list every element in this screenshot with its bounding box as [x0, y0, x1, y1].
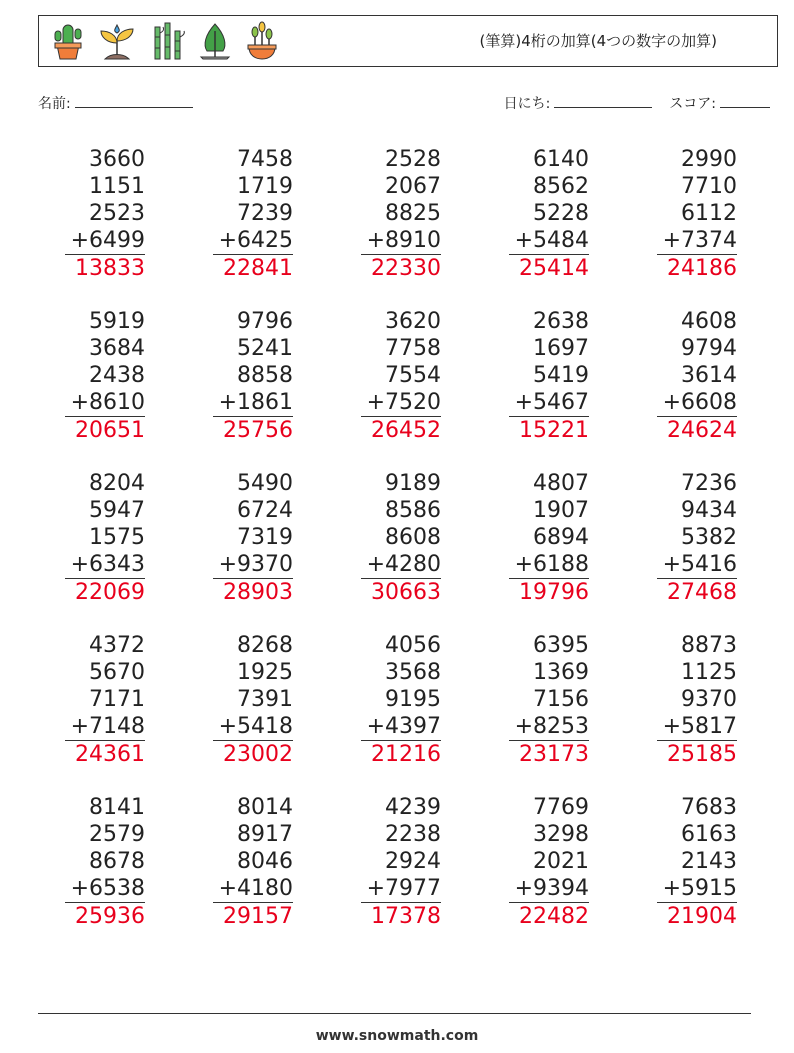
answer: 19796 [519, 580, 589, 605]
addend: 3684 [89, 336, 145, 361]
addend: 2067 [385, 174, 441, 199]
answer: 22482 [519, 904, 589, 929]
addend: 4372 [89, 633, 145, 658]
header-box [38, 15, 778, 67]
addend: 7710 [681, 174, 737, 199]
addend: 2523 [89, 201, 145, 226]
addition-problem [213, 794, 293, 930]
addition-problem [361, 146, 441, 282]
addend: 4239 [385, 795, 441, 820]
addend: 2924 [385, 849, 441, 874]
addend: 3298 [533, 822, 589, 847]
addend: 5382 [681, 525, 737, 550]
addition-problem [509, 632, 589, 768]
addition-problem [509, 470, 589, 606]
addition-problem [65, 308, 145, 444]
addend: 7171 [89, 687, 145, 712]
addend-with-plus: +6608 [657, 389, 737, 417]
addend-with-plus: +5467 [509, 389, 589, 417]
addition-problem [509, 146, 589, 282]
addend: 1369 [533, 660, 589, 685]
addend-with-plus: +6499 [65, 227, 145, 255]
addend: 7156 [533, 687, 589, 712]
addend: 4056 [385, 633, 441, 658]
addend: 8204 [89, 471, 145, 496]
addend: 7239 [237, 201, 293, 226]
addend: 8825 [385, 201, 441, 226]
addend: 5228 [533, 201, 589, 226]
answer: 24186 [667, 256, 737, 281]
addend: 8562 [533, 174, 589, 199]
addend-with-plus: +4180 [213, 875, 293, 903]
addition-problem [65, 470, 145, 606]
addend: 7319 [237, 525, 293, 550]
addend-with-plus: +8910 [361, 227, 441, 255]
addend: 3620 [385, 309, 441, 334]
addend: 2638 [533, 309, 589, 334]
addend-with-plus: +9394 [509, 875, 589, 903]
addend: 7758 [385, 336, 441, 361]
date-label: 日にち: [503, 96, 551, 112]
potted-plant-icon [243, 21, 281, 61]
addend: 4608 [681, 309, 737, 334]
addend: 1925 [237, 660, 293, 685]
answer: 23173 [519, 742, 589, 767]
answer: 24624 [667, 418, 737, 443]
name-label: 名前: [38, 96, 71, 112]
addend: 6140 [533, 147, 589, 172]
footer-divider [38, 1013, 751, 1014]
addend: 8678 [89, 849, 145, 874]
answer: 24361 [75, 742, 145, 767]
addition-problem [213, 632, 293, 768]
addend: 2238 [385, 822, 441, 847]
footer-site: www.snowmath.com [315, 1028, 479, 1044]
addend-with-plus: +6343 [65, 551, 145, 579]
header-icons [49, 21, 281, 61]
addend: 8046 [237, 849, 293, 874]
addend: 8014 [237, 795, 293, 820]
page-title: (筆算)4桁の加算(4つの数字の加算) [479, 32, 717, 50]
answer: 25185 [667, 742, 737, 767]
addend: 1697 [533, 336, 589, 361]
addend: 9794 [681, 336, 737, 361]
addition-problem [361, 308, 441, 444]
addend: 6724 [237, 498, 293, 523]
addend: 9796 [237, 309, 293, 334]
addition-problem [65, 632, 145, 768]
addend: 3614 [681, 363, 737, 388]
addend: 5919 [89, 309, 145, 334]
addend: 7683 [681, 795, 737, 820]
addend: 5241 [237, 336, 293, 361]
answer: 22841 [223, 256, 293, 281]
addend: 8141 [89, 795, 145, 820]
addend-with-plus: +7977 [361, 875, 441, 903]
addend: 1151 [89, 174, 145, 199]
addend: 8917 [237, 822, 293, 847]
answer: 15221 [519, 418, 589, 443]
addend: 8873 [681, 633, 737, 658]
addend: 9195 [385, 687, 441, 712]
addend-with-plus: +5418 [213, 713, 293, 741]
addend-with-plus: +5915 [657, 875, 737, 903]
addend: 5670 [89, 660, 145, 685]
answer: 22330 [371, 256, 441, 281]
addend: 7554 [385, 363, 441, 388]
addend-with-plus: +5416 [657, 551, 737, 579]
cactus-icon [49, 21, 87, 61]
addend: 2143 [681, 849, 737, 874]
addend: 2990 [681, 147, 737, 172]
addend: 7458 [237, 147, 293, 172]
answer: 29157 [223, 904, 293, 929]
addend: 7391 [237, 687, 293, 712]
date-score-fields [504, 93, 770, 113]
answer: 13833 [75, 256, 145, 281]
addend-with-plus: +7520 [361, 389, 441, 417]
name-blank[interactable] [75, 94, 193, 108]
addition-problem [361, 470, 441, 606]
addition-problem [213, 308, 293, 444]
addition-problem [509, 308, 589, 444]
answer: 25756 [223, 418, 293, 443]
answer: 20651 [75, 418, 145, 443]
addend: 6112 [681, 201, 737, 226]
addend: 5419 [533, 363, 589, 388]
addition-problem [213, 470, 293, 606]
addend: 5947 [89, 498, 145, 523]
answer: 21216 [371, 742, 441, 767]
addend: 1575 [89, 525, 145, 550]
answer: 23002 [223, 742, 293, 767]
addend-with-plus: +9370 [213, 551, 293, 579]
addend-with-plus: +4397 [361, 713, 441, 741]
addend: 3660 [89, 147, 145, 172]
addend: 2021 [533, 849, 589, 874]
addend: 7236 [681, 471, 737, 496]
score-blank[interactable] [720, 94, 770, 108]
addend: 5490 [237, 471, 293, 496]
tree-icon [197, 21, 233, 61]
addend-with-plus: +8253 [509, 713, 589, 741]
addition-problem [657, 470, 737, 606]
addend: 1125 [681, 660, 737, 685]
addend: 6395 [533, 633, 589, 658]
addend-with-plus: +7374 [657, 227, 737, 255]
addition-problem [213, 146, 293, 282]
answer: 17378 [371, 904, 441, 929]
addend: 6894 [533, 525, 589, 550]
addition-problem [509, 794, 589, 930]
addend-with-plus: +5484 [509, 227, 589, 255]
addend-with-plus: +4280 [361, 551, 441, 579]
sprout-icon [97, 21, 137, 61]
addend-with-plus: +7148 [65, 713, 145, 741]
addend-with-plus: +6188 [509, 551, 589, 579]
answer: 26452 [371, 418, 441, 443]
score-label: スコア: [669, 96, 716, 112]
addend: 2579 [89, 822, 145, 847]
addend: 7769 [533, 795, 589, 820]
name-field [38, 93, 193, 113]
bamboo-icon [147, 21, 187, 61]
addend: 2438 [89, 363, 145, 388]
addend: 6163 [681, 822, 737, 847]
answer: 22069 [75, 580, 145, 605]
addend-with-plus: +6425 [213, 227, 293, 255]
addend: 4807 [533, 471, 589, 496]
addend: 3568 [385, 660, 441, 685]
addition-problem [657, 146, 737, 282]
addend: 2528 [385, 147, 441, 172]
answer: 28903 [223, 580, 293, 605]
addend: 8858 [237, 363, 293, 388]
addition-problem [65, 794, 145, 930]
addend: 9189 [385, 471, 441, 496]
addition-problem [657, 794, 737, 930]
addend: 1719 [237, 174, 293, 199]
answer: 21904 [667, 904, 737, 929]
answer: 25414 [519, 256, 589, 281]
addend: 9370 [681, 687, 737, 712]
addend: 1907 [533, 498, 589, 523]
addend-with-plus: +6538 [65, 875, 145, 903]
date-blank[interactable] [554, 94, 652, 108]
addend: 8608 [385, 525, 441, 550]
addition-problem [65, 146, 145, 282]
addend: 9434 [681, 498, 737, 523]
answer: 27468 [667, 580, 737, 605]
addend-with-plus: +5817 [657, 713, 737, 741]
addend-with-plus: +8610 [65, 389, 145, 417]
addition-problem [361, 794, 441, 930]
addition-problem [657, 308, 737, 444]
addition-problem [657, 632, 737, 768]
answer: 30663 [371, 580, 441, 605]
answer: 25936 [75, 904, 145, 929]
addition-problem [361, 632, 441, 768]
addend: 8586 [385, 498, 441, 523]
addend: 8268 [237, 633, 293, 658]
addend-with-plus: +1861 [213, 389, 293, 417]
